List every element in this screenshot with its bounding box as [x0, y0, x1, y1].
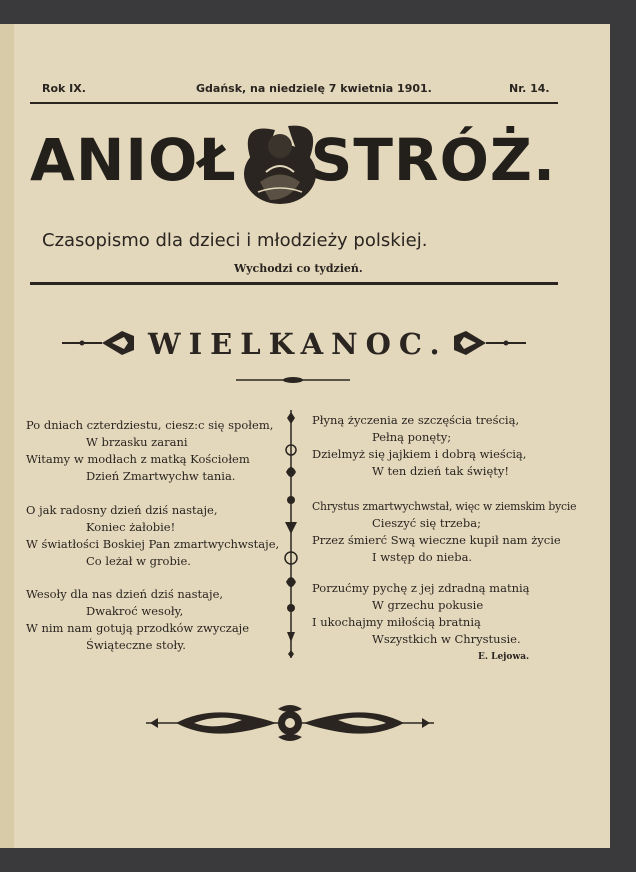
poem-line: Witamy w modłach z matką Kościołem	[26, 452, 250, 466]
poem-line: Koniec żałobie!	[86, 520, 176, 534]
poem-line: W grzechu pokusie	[372, 598, 484, 612]
poem-line: Dzień Zmartwychw tania.	[86, 469, 236, 483]
dateline: Gdańsk, na niedzielę 7 kwietnia 1901.	[196, 82, 432, 95]
header-rule	[30, 102, 558, 104]
poem-line: Wszystkich w Chrystusie.	[372, 632, 521, 646]
poem-line: W ten dzień tak święty!	[372, 464, 510, 478]
issue-number: Nr. 14.	[509, 82, 550, 95]
poem-line: W brzasku zarani	[86, 435, 188, 449]
masthead-title-right: STRÓŻ.	[310, 126, 556, 194]
left-title-ornament	[62, 328, 136, 358]
poem-line: Porzućmy pychę z jej zdradną matnią	[312, 581, 530, 595]
article-title: WIELKANOC.	[148, 327, 448, 361]
masthead-title-left: ANIOŁ	[30, 126, 237, 194]
poem-line: Co leżał w grobie.	[86, 554, 191, 568]
title-underline-ornament	[236, 375, 350, 385]
masthead	[30, 112, 556, 210]
masthead-subtitle: Czasopismo dla dzieci i młodzieży polskiej.	[42, 230, 428, 251]
bottom-fleuron-ornament	[146, 703, 434, 743]
poem-line: Chrystus zmartwychwstał, więc w ziemskim bycie	[312, 500, 577, 513]
poem-line: Przez śmierć Swą wieczne kupił nam życie	[312, 533, 561, 547]
poem-line: Dwakroć wesoły,	[86, 604, 184, 618]
poem-line: Wesoły dla nas dzień dziś nastaje,	[26, 587, 224, 601]
column-divider-ornament	[282, 410, 300, 658]
poem-line: Cieszyć się trzeba;	[372, 516, 481, 530]
masthead-rule	[30, 282, 558, 285]
poem-line: I wstęp do nieba.	[372, 550, 473, 564]
publication-frequency: Wychodzi co tydzień.	[234, 262, 363, 275]
poem-line: O jak radosny dzień dziś nastaje,	[26, 503, 218, 517]
poem-line: W nim nam gotują przodków zwyczaje	[26, 621, 250, 635]
poem-line: I ukochajmy miłością bratnią	[312, 615, 481, 629]
poem-line: Świąteczne stoły.	[86, 638, 186, 652]
poem-author: E. Lejowa.	[478, 652, 530, 662]
right-title-ornament	[452, 328, 526, 358]
poem-line: Po dniach czterdziestu, ciesz:c się społem,	[26, 418, 274, 432]
poem-line: W światłości Boskiej Pan zmartwychwstaje,	[26, 537, 280, 551]
poem-line: Dzielmyż się jajkiem i dobrą wieścią,	[312, 447, 527, 461]
poem-line: Płyną życzenia ze szczęścia treścią,	[312, 413, 520, 427]
volume-label: Rok IX.	[42, 82, 86, 95]
poem-line: Pełną ponęty;	[372, 430, 452, 444]
